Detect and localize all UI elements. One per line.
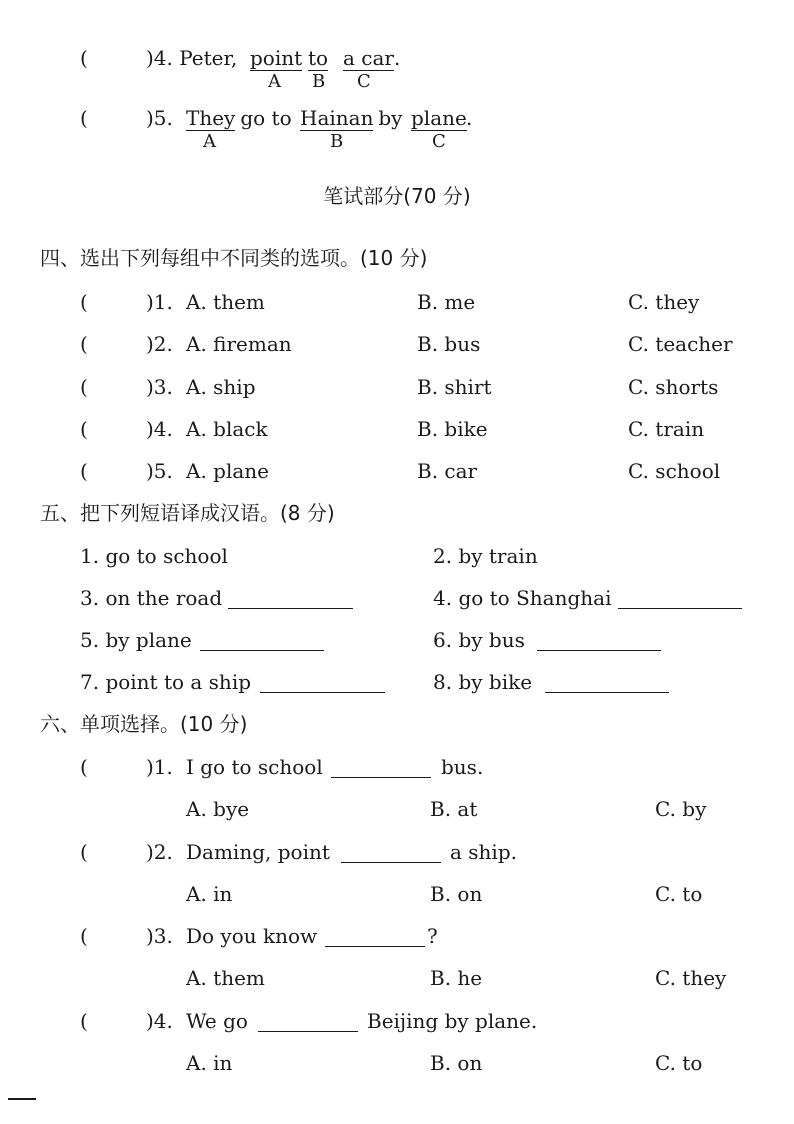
- question-text-end: Beijing by plane.: [367, 1009, 538, 1033]
- item-number: )2.: [146, 332, 173, 356]
- option-c: C. teacher: [628, 332, 733, 356]
- option-a: A. them: [186, 966, 265, 990]
- item-number: )3.: [146, 924, 173, 948]
- phrase-item: 3. on the road: [80, 586, 223, 610]
- option-c: C. they: [628, 290, 700, 314]
- answer-blank[interactable]: [537, 632, 661, 651]
- option-c: C. they: [655, 966, 727, 990]
- option-b: B. shirt: [417, 375, 492, 399]
- top-item-5: [80, 106, 88, 130]
- phrase-item: 5. by plane: [80, 628, 192, 652]
- phrase-item: 4. go to Shanghai: [433, 586, 612, 610]
- option-b: B. on: [430, 1051, 483, 1075]
- question-text: Daming, point: [186, 840, 330, 864]
- label-a: A: [268, 71, 281, 92]
- paren: (: [80, 459, 88, 483]
- paren: (: [80, 840, 88, 864]
- option-a: A. black: [186, 417, 268, 441]
- sentence-end: .: [466, 106, 473, 130]
- section4-title: 四、选出下列每组中不同类的选项。(10 分): [40, 246, 428, 270]
- written-section-header: 笔试部分(70 分): [323, 184, 471, 208]
- label-a: A: [203, 131, 216, 152]
- phrase-item: 7. point to a ship: [80, 670, 252, 694]
- paren: (: [80, 417, 88, 441]
- paren: (: [80, 375, 88, 399]
- option-c: C. by: [655, 797, 707, 821]
- page-edge-rule: [8, 1098, 36, 1100]
- answer-blank[interactable]: [258, 1013, 358, 1032]
- paren: (: [80, 106, 88, 130]
- option-a: A. in: [186, 1051, 233, 1075]
- answer-blank[interactable]: [331, 759, 431, 778]
- paren: (: [80, 46, 88, 70]
- sentence-mid: go to: [234, 106, 298, 130]
- sentence-mid: by: [372, 106, 409, 130]
- phrase-item: 6. by bus: [433, 628, 525, 652]
- option-a: A. plane: [186, 459, 269, 483]
- top-item-4: [80, 46, 88, 70]
- answer-blank[interactable]: [228, 590, 353, 609]
- question-text: I go to school: [186, 755, 323, 779]
- paren: (: [80, 1009, 88, 1033]
- option-a: A. them: [186, 290, 265, 314]
- option-c: C. train: [628, 417, 705, 441]
- label-c: C: [357, 71, 371, 92]
- item-number: )4.: [146, 1009, 173, 1033]
- item-number: )1.: [146, 755, 173, 779]
- option-b: B. he: [430, 966, 483, 990]
- sentence-pre: Peter,: [179, 46, 238, 70]
- section5-title: 五、把下列短语译成汉语。(8 分): [40, 501, 335, 525]
- section6-title: 六、单项选择。(10 分): [40, 712, 248, 736]
- option-b: B. bus: [417, 332, 481, 356]
- item-number: )5.: [146, 106, 173, 130]
- question-text-end: a ship.: [450, 840, 517, 864]
- underlined-word-c: plane: [411, 106, 467, 130]
- option-b: B. on: [430, 882, 483, 906]
- paren: (: [80, 755, 88, 779]
- answer-blank[interactable]: [260, 674, 385, 693]
- item-number: )4.: [146, 46, 173, 70]
- option-c: C. school: [628, 459, 721, 483]
- option-b: B. me: [417, 290, 476, 314]
- underlined-word-c: a car: [343, 46, 394, 70]
- option-a: A. ship: [186, 375, 256, 399]
- option-a: A. in: [186, 882, 233, 906]
- answer-blank[interactable]: [545, 674, 669, 693]
- option-c: C. to: [655, 882, 703, 906]
- option-a: A. fireman: [186, 332, 292, 356]
- label-b: B: [330, 131, 344, 152]
- question-text-end: ?: [427, 924, 438, 948]
- answer-blank[interactable]: [618, 590, 742, 609]
- label-c: C: [432, 131, 446, 152]
- underlined-word-a: point: [250, 46, 303, 70]
- paren: (: [80, 290, 88, 314]
- option-b: B. car: [417, 459, 478, 483]
- sentence-end: .: [394, 46, 401, 70]
- paren: (: [80, 332, 88, 356]
- option-b: B. at: [430, 797, 478, 821]
- option-b: B. bike: [417, 417, 488, 441]
- answer-blank[interactable]: [200, 632, 324, 651]
- question-text: Do you know: [186, 924, 318, 948]
- item-number: )2.: [146, 840, 173, 864]
- question-text: We go: [186, 1009, 248, 1033]
- underlined-word-b: Hainan: [300, 106, 374, 130]
- answer-blank[interactable]: [325, 928, 425, 947]
- underlined-word-b: to: [308, 46, 329, 70]
- option-c: C. to: [655, 1051, 703, 1075]
- item-number: )5.: [146, 459, 173, 483]
- label-b: B: [312, 71, 326, 92]
- option-a: A. bye: [186, 797, 250, 821]
- underlined-word-a: They: [186, 106, 236, 130]
- paren: (: [80, 924, 88, 948]
- top-item-4-text: [146, 46, 237, 70]
- phrase-item: 1. go to school: [80, 544, 228, 568]
- item-number: )3.: [146, 375, 173, 399]
- phrase-item: 8. by bike: [433, 670, 533, 694]
- answer-blank[interactable]: [341, 844, 441, 863]
- phrase-item: 2. by train: [433, 544, 538, 568]
- item-number: )1.: [146, 290, 173, 314]
- item-number: )4.: [146, 417, 173, 441]
- question-text-end: bus.: [441, 755, 484, 779]
- option-c: C. shorts: [628, 375, 719, 399]
